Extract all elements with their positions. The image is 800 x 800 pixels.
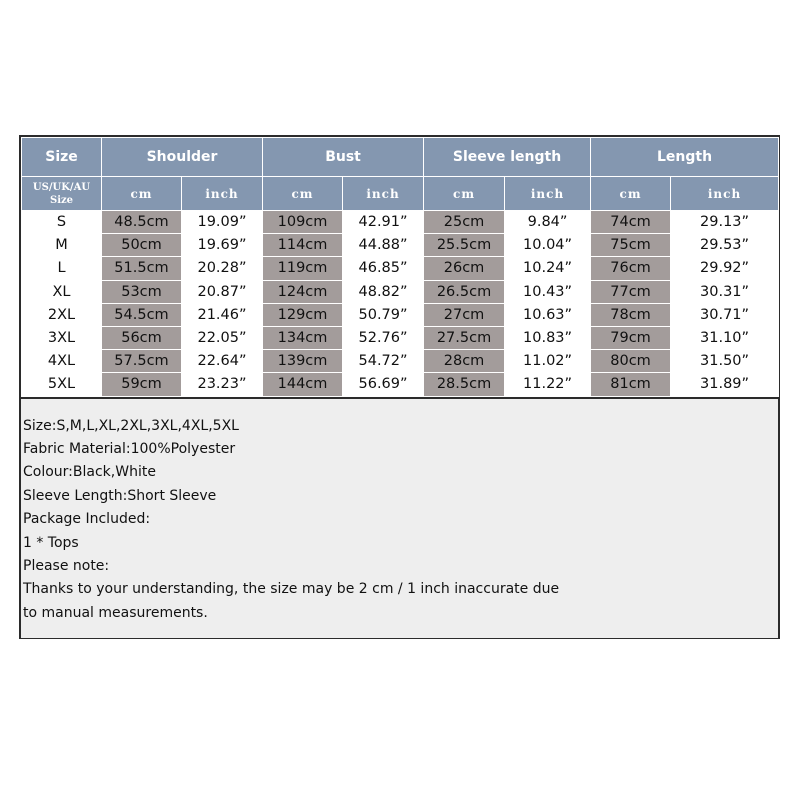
cell-sleeve-inch: 10.04”: [505, 234, 591, 257]
cell-bust-cm: 144cm: [263, 373, 343, 396]
cell-shoulder-cm: 56cm: [102, 326, 182, 349]
cell-shoulder-inch: 20.28”: [182, 257, 263, 280]
cell-sleeve-cm: 25.5cm: [424, 234, 505, 257]
size-table-body: [22, 211, 779, 397]
cell-shoulder-cm: 48.5cm: [102, 211, 182, 234]
cell-sleeve-inch: 10.24”: [505, 257, 591, 280]
cell-length-cm: 79cm: [591, 326, 671, 349]
cell-size: XL: [22, 280, 102, 303]
cell-length-cm: 76cm: [591, 257, 671, 280]
cell-sleeve-inch: 11.02”: [505, 350, 591, 373]
unit-inch: inch: [182, 177, 263, 211]
table-row: [22, 326, 779, 349]
cell-bust-inch: 48.82”: [343, 280, 424, 303]
header-bust: Bust: [263, 138, 424, 177]
note-line: Please note:: [23, 557, 110, 574]
cell-shoulder-cm: 53cm: [102, 280, 182, 303]
region-size-label: Size: [49, 194, 74, 206]
cell-length-inch: 30.31”: [671, 280, 779, 303]
table-row: [22, 211, 779, 234]
table-row: [22, 303, 779, 326]
cell-bust-cm: 109cm: [263, 211, 343, 234]
cell-sleeve-cm: 27.5cm: [424, 326, 505, 349]
cell-sleeve-inch: 9.84”: [505, 211, 591, 234]
header-size: Size: [22, 138, 102, 177]
unit-inch: inch: [505, 177, 591, 211]
cell-sleeve-inch: 10.63”: [505, 303, 591, 326]
note-line: Colour:Black,White: [23, 464, 156, 481]
cell-sleeve-inch: 11.22”: [505, 373, 591, 396]
cell-length-cm: 77cm: [591, 280, 671, 303]
cell-shoulder-inch: 23.23”: [182, 373, 263, 396]
cell-length-inch: 29.92”: [671, 257, 779, 280]
cell-bust-inch: 42.91”: [343, 211, 424, 234]
unit-inch: inch: [343, 177, 424, 211]
cell-shoulder-cm: 54.5cm: [102, 303, 182, 326]
note-line: to manual measurements.: [23, 604, 208, 621]
cell-size: L: [22, 257, 102, 280]
cell-bust-cm: 139cm: [263, 350, 343, 373]
header-row-groups: [22, 138, 779, 177]
unit-cm: cm: [591, 177, 671, 211]
note-line: Sleeve Length:Short Sleeve: [23, 487, 217, 504]
size-chart: [19, 135, 780, 639]
cell-length-inch: 29.13”: [671, 211, 779, 234]
note-line: Fabric Material:100%Polyester: [23, 440, 236, 457]
cell-length-inch: 31.10”: [671, 326, 779, 349]
cell-bust-cm: 124cm: [263, 280, 343, 303]
header-region-size: [22, 177, 102, 211]
cell-size: 4XL: [22, 350, 102, 373]
header-shoulder: Shoulder: [102, 138, 263, 177]
unit-cm: cm: [263, 177, 343, 211]
cell-sleeve-inch: 10.43”: [505, 280, 591, 303]
cell-shoulder-inch: 19.69”: [182, 234, 263, 257]
table-row: [22, 280, 779, 303]
cell-shoulder-inch: 22.05”: [182, 326, 263, 349]
cell-shoulder-cm: 57.5cm: [102, 350, 182, 373]
cell-bust-inch: 44.88”: [343, 234, 424, 257]
note-line: Package Included:: [23, 511, 151, 528]
cell-sleeve-cm: 28.5cm: [424, 373, 505, 396]
cell-length-cm: 78cm: [591, 303, 671, 326]
cell-sleeve-inch: 10.83”: [505, 326, 591, 349]
cell-bust-inch: 46.85”: [343, 257, 424, 280]
cell-length-inch: 29.53”: [671, 234, 779, 257]
cell-sleeve-cm: 27cm: [424, 303, 505, 326]
cell-size: S: [22, 211, 102, 234]
cell-bust-cm: 119cm: [263, 257, 343, 280]
unit-cm: cm: [102, 177, 182, 211]
note-line: Size:S,M,L,XL,2XL,3XL,4XL,5XL: [23, 417, 239, 434]
header-length: Length: [591, 138, 779, 177]
cell-sleeve-cm: 25cm: [424, 211, 505, 234]
cell-bust-inch: 52.76”: [343, 326, 424, 349]
cell-bust-cm: 114cm: [263, 234, 343, 257]
unit-inch: inch: [671, 177, 779, 211]
cell-length-cm: 80cm: [591, 350, 671, 373]
cell-size: 5XL: [22, 373, 102, 396]
cell-shoulder-inch: 19.09”: [182, 211, 263, 234]
cell-shoulder-inch: 22.64”: [182, 350, 263, 373]
cell-length-cm: 81cm: [591, 373, 671, 396]
cell-shoulder-cm: 51.5cm: [102, 257, 182, 280]
table-row: [22, 373, 779, 396]
cell-bust-inch: 50.79”: [343, 303, 424, 326]
table-row: [22, 234, 779, 257]
note-line: Thanks to your understanding, the size may be 2 cm / 1 inch inaccurate due: [23, 581, 560, 598]
table-row: [22, 350, 779, 373]
cell-shoulder-cm: 59cm: [102, 373, 182, 396]
product-notes: [21, 399, 778, 638]
cell-sleeve-cm: 26cm: [424, 257, 505, 280]
size-table: [21, 137, 779, 397]
cell-length-inch: 31.50”: [671, 350, 779, 373]
cell-length-cm: 75cm: [591, 234, 671, 257]
cell-bust-inch: 56.69”: [343, 373, 424, 396]
cell-shoulder-inch: 21.46”: [182, 303, 263, 326]
cell-sleeve-cm: 28cm: [424, 350, 505, 373]
cell-size: 3XL: [22, 326, 102, 349]
cell-bust-cm: 134cm: [263, 326, 343, 349]
cell-shoulder-cm: 50cm: [102, 234, 182, 257]
region-label: US/UK/AU: [32, 181, 91, 193]
cell-length-inch: 31.89”: [671, 373, 779, 396]
unit-cm: cm: [424, 177, 505, 211]
cell-size: 2XL: [22, 303, 102, 326]
table-row: [22, 257, 779, 280]
cell-sleeve-cm: 26.5cm: [424, 280, 505, 303]
cell-bust-inch: 54.72”: [343, 350, 424, 373]
cell-size: M: [22, 234, 102, 257]
header-row-units: [22, 177, 779, 211]
cell-length-cm: 74cm: [591, 211, 671, 234]
note-line: 1 * Tops: [23, 534, 79, 551]
header-sleeve-length: Sleeve length: [424, 138, 591, 177]
cell-bust-cm: 129cm: [263, 303, 343, 326]
cell-shoulder-inch: 20.87”: [182, 280, 263, 303]
cell-length-inch: 30.71”: [671, 303, 779, 326]
